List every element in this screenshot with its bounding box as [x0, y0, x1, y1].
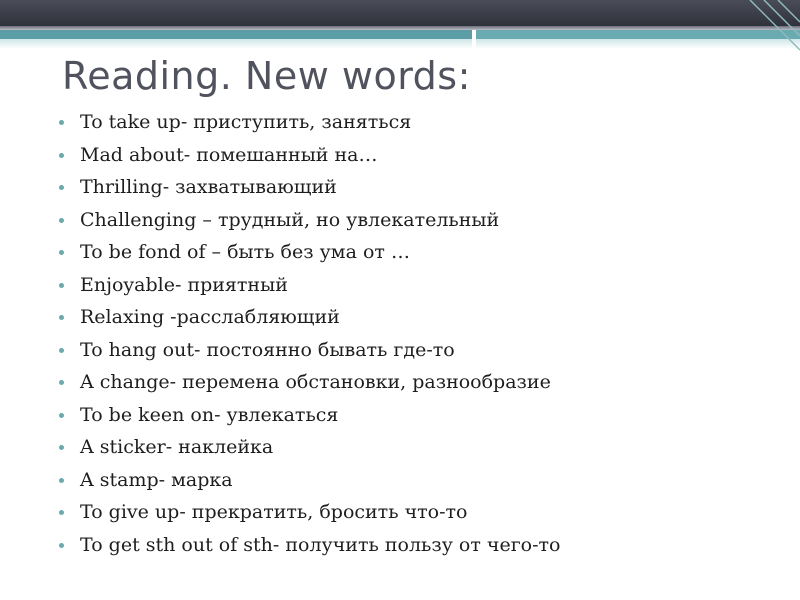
bullet-icon [59, 315, 64, 320]
list-item [56, 204, 561, 237]
list-item-text: A sticker- наклейка [80, 436, 274, 458]
list-item [56, 399, 561, 432]
list-item [56, 366, 561, 399]
bullet-icon [59, 445, 64, 450]
list-item [56, 301, 561, 334]
corner-decoration [730, 0, 800, 60]
list-item [56, 529, 561, 562]
list-item-text: To give up- прекратить, бросить что-то [80, 501, 468, 523]
bullet-icon [59, 185, 64, 190]
list-item [56, 171, 561, 204]
list-item-text: To be fond of – быть без ума от … [80, 241, 410, 263]
list-item [56, 269, 561, 302]
bullet-icon [59, 478, 64, 483]
list-item-text: To get sth out of sth- получить пользу от чего-то [80, 533, 561, 556]
list-item-text: To hang out- постоянно бывать где-то [80, 338, 455, 361]
bullet-icon [59, 348, 64, 353]
list-item [56, 106, 561, 139]
bullet-icon [59, 510, 64, 515]
list-item [56, 464, 561, 497]
list-item-text: To take up- приступить, заняться [80, 111, 412, 133]
bullet-icon [59, 413, 64, 418]
list-item [56, 139, 561, 172]
list-item-text: A stamp- марка [80, 468, 233, 491]
list-item [56, 236, 561, 269]
bullet-icon [59, 283, 64, 288]
list-item-text: Enjoyable- приятный [80, 273, 288, 296]
bullet-icon [59, 218, 64, 223]
slide-title: Reading. New words: [62, 54, 471, 98]
list-item [56, 431, 561, 464]
header-dark-bar [0, 0, 800, 26]
header-teal-bar-left [0, 30, 472, 39]
header-light-bar-left [0, 39, 472, 49]
list-item [56, 334, 561, 367]
list-item-text: Thrilling- захватывающий [80, 176, 337, 198]
bullet-icon [59, 250, 64, 255]
bullet-icon [59, 120, 64, 125]
bullet-icon [59, 543, 64, 548]
list-item-text: Challenging – трудный, но увлекательный [80, 208, 500, 231]
list-item [56, 496, 561, 529]
vocabulary-list [56, 106, 561, 561]
list-item-text: Relaxing -расслабляющий [80, 306, 340, 328]
bullet-icon [59, 153, 64, 158]
list-item-text: To be keen on- увлекаться [80, 403, 339, 426]
list-item-text: A change- перемена обстановки, разнообразие [80, 371, 551, 393]
bullet-icon [59, 380, 64, 385]
list-item-text: Mad about- помешанный на… [80, 143, 378, 166]
